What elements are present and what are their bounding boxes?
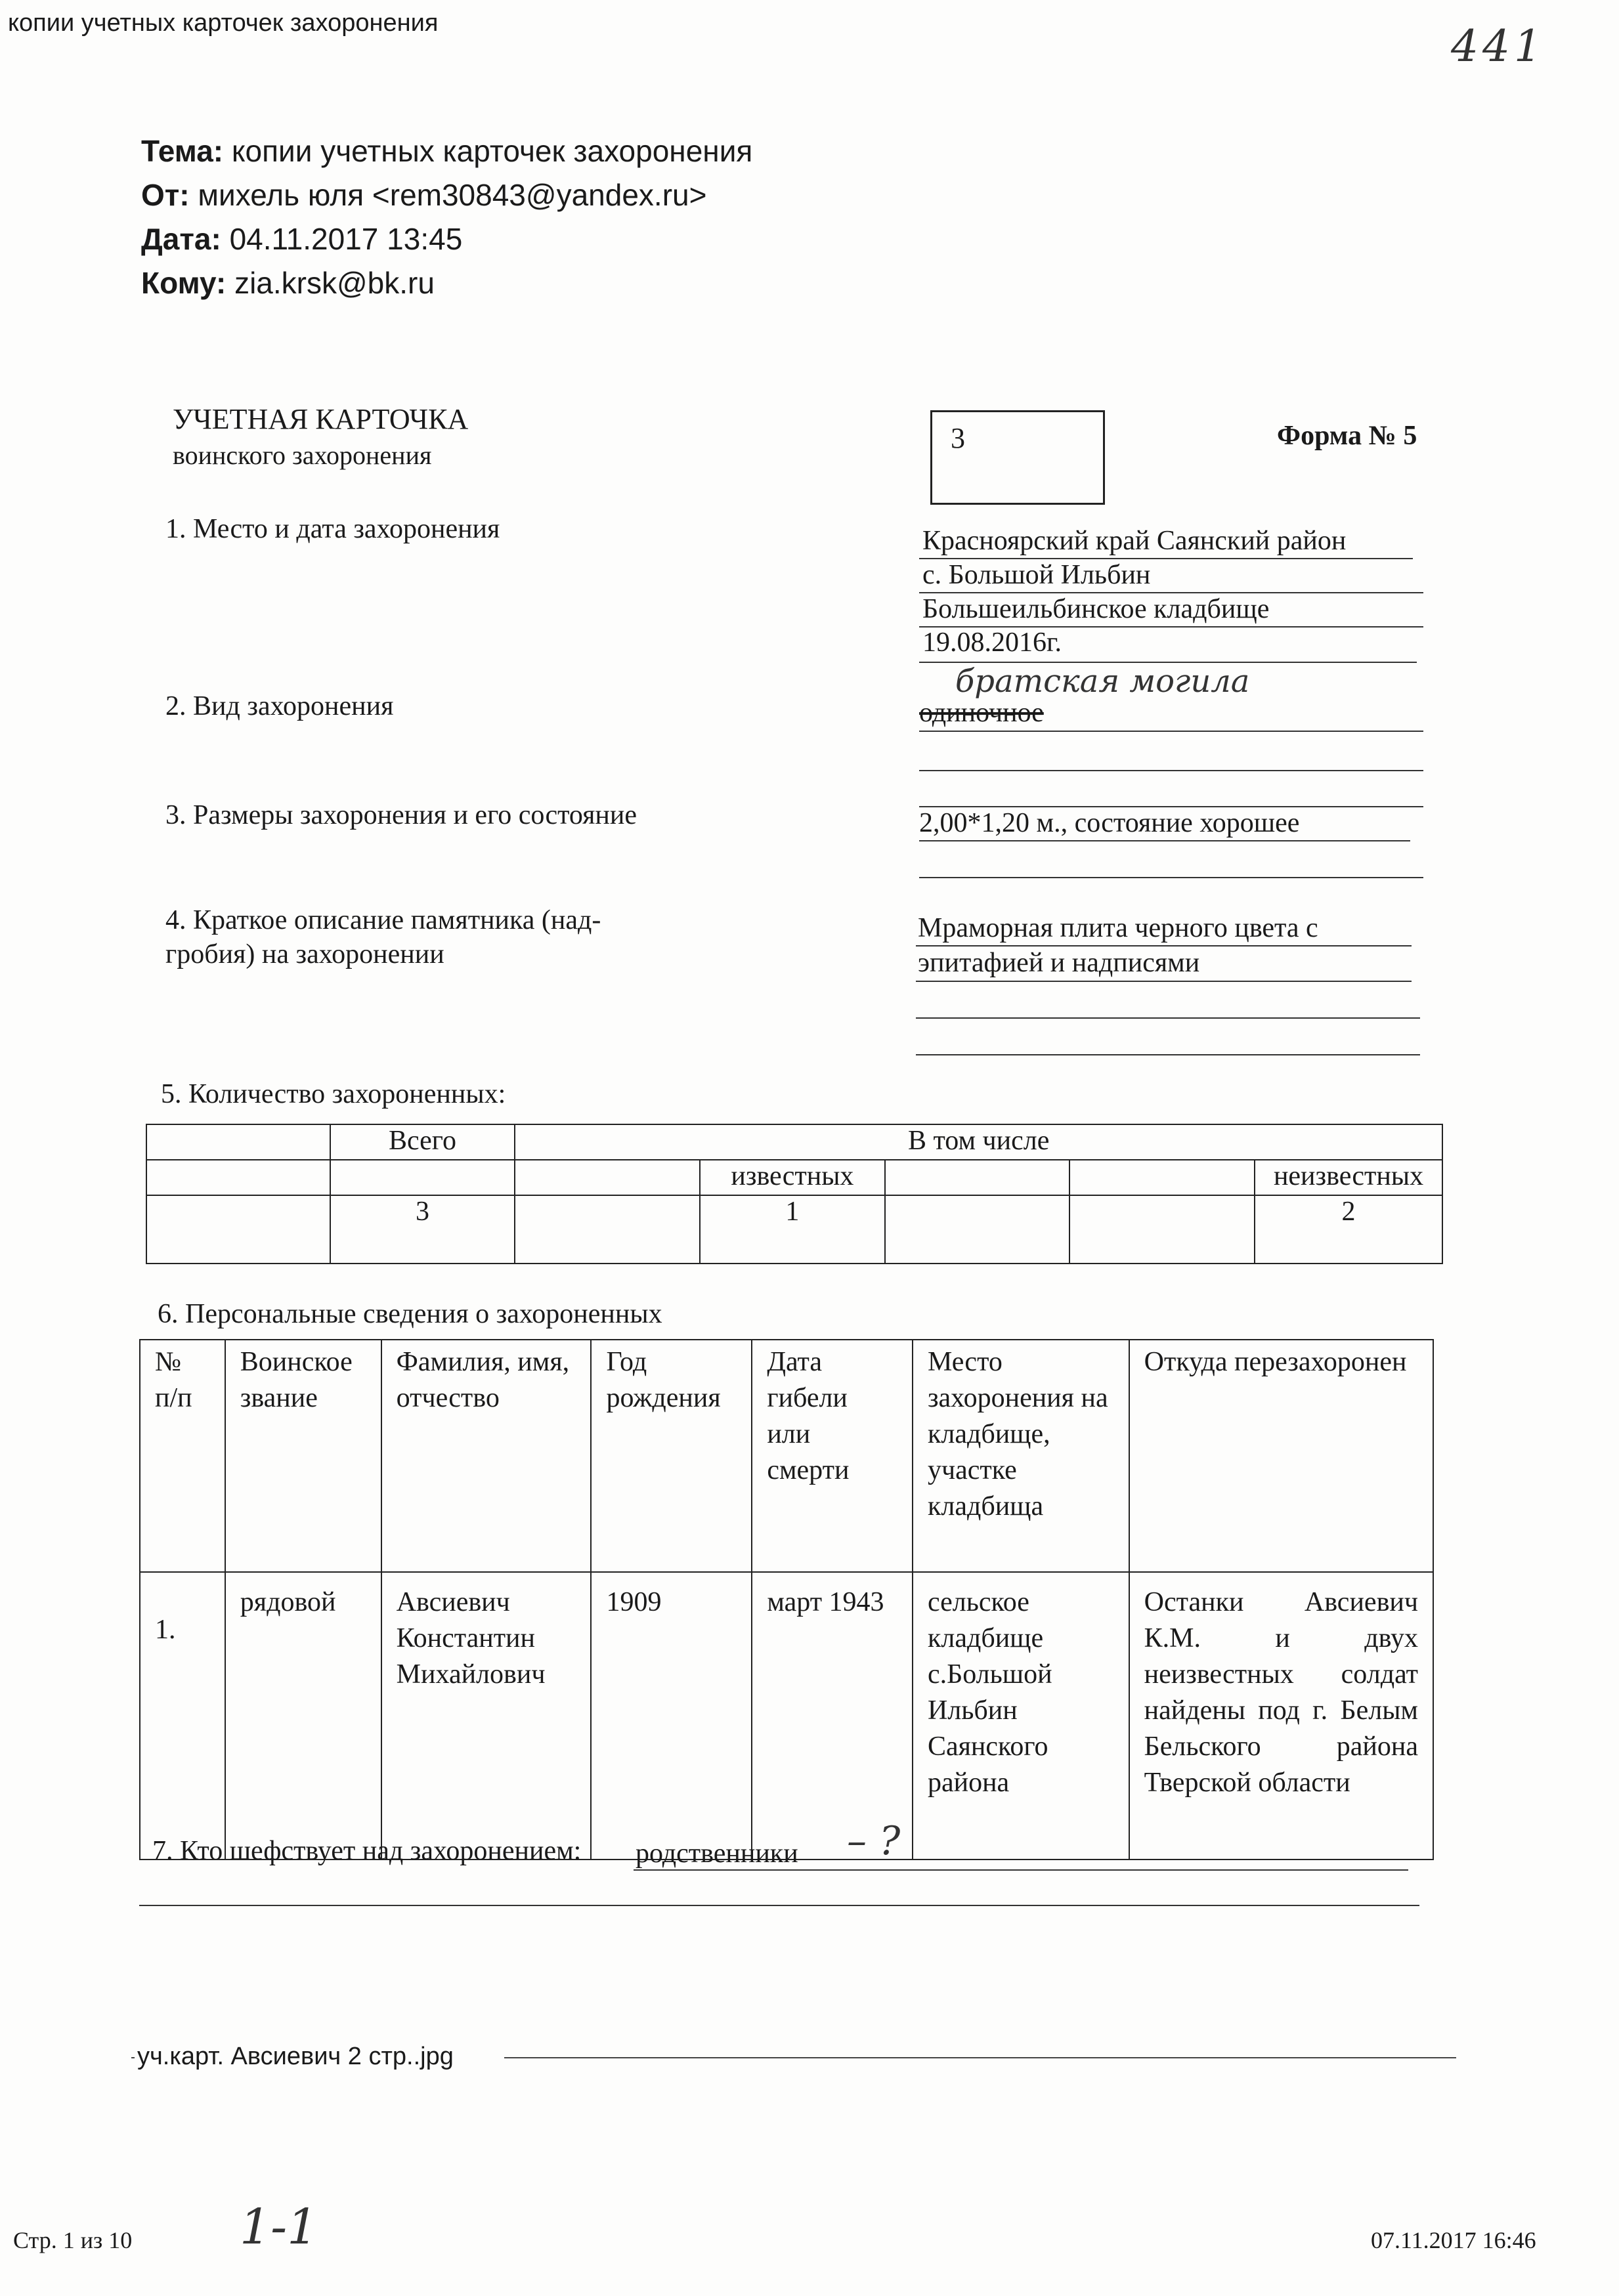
field-3-value: 2,00*1,20 м., состояние хорошее <box>919 808 1300 838</box>
field-1-line-2: с. Большой Ильбин <box>922 560 1151 590</box>
table-header-row <box>140 1340 1433 1572</box>
field-2-value: одиночное <box>919 698 1044 728</box>
footer-page-count: Стр. 1 из 10 <box>13 2227 133 2253</box>
field-1-line-3: Большеильбинское кладбище <box>922 594 1270 624</box>
rule <box>634 1869 1408 1871</box>
header-death-date: Дата гибели или смерти <box>752 1340 913 1572</box>
table-cell <box>1069 1160 1255 1195</box>
email-date-label: Дата: <box>141 222 221 256</box>
count-unknown-header: неизвестных <box>1255 1160 1442 1195</box>
field-4-line-2: эпитафией и надписями <box>918 948 1200 978</box>
email-to-label: Кому: <box>141 266 227 300</box>
header-reburied-from: Откуда перезахоронен <box>1129 1340 1433 1572</box>
header-no: № п/п <box>140 1340 225 1572</box>
header-rank: Воинское звание <box>225 1340 381 1572</box>
count-total-header: Всего <box>330 1124 515 1160</box>
email-from-label: От: <box>141 178 190 212</box>
field-2-handwritten: братская могила <box>955 663 1250 700</box>
field-7-handwritten: – ? <box>847 1818 901 1864</box>
email-to-line <box>141 265 435 301</box>
cell-death-date: март 1943 <box>752 1572 913 1860</box>
card-subtitle: воинского захоронения <box>173 440 432 470</box>
email-subject-label: Тема: <box>141 134 224 168</box>
field-5-label: 5. Количество захороненных: <box>161 1079 506 1109</box>
rule <box>916 981 1412 982</box>
rule <box>139 1905 1419 1906</box>
table-cell <box>146 1195 330 1264</box>
card-number: 3 <box>951 422 965 454</box>
card-title: УЧЕТНАЯ КАРТОЧКА <box>173 403 469 435</box>
header-burial-place: Место захоронения на кладбище, участке кладбища <box>913 1340 1129 1572</box>
form-number: Форма № 5 <box>1277 421 1417 451</box>
footer-handwritten-mark: 1-1 <box>240 2199 318 2255</box>
cell-reburied-from: Останки Авсиевич К.М. и двух неизвестных солдат найдены под г. Белым Бельского района Тверской области <box>1129 1572 1433 1860</box>
count-unknown: 2 <box>1255 1195 1442 1264</box>
field-4-line-1: Мраморная плита черного цвета с <box>918 913 1318 943</box>
rule <box>919 770 1423 771</box>
rule <box>916 1017 1420 1019</box>
rule <box>919 877 1423 878</box>
handwritten-page-number: 441 <box>1451 21 1545 72</box>
count-including-header: В том числе <box>515 1124 1442 1160</box>
print-title: копии учетных карточек захоронения <box>8 9 439 37</box>
email-subject-line <box>141 133 752 169</box>
field-1-label: 1. Место и дата захоронения <box>165 514 500 544</box>
table-cell <box>885 1160 1070 1195</box>
count-known: 1 <box>700 1195 885 1264</box>
footer-print-datetime: 07.11.2017 16:46 <box>1371 2227 1536 2253</box>
cell-birth-year: 1909 <box>591 1572 752 1860</box>
field-2-label: 2. Вид захоронения <box>165 691 394 721</box>
cell-no: 1. <box>140 1572 225 1860</box>
field-4-label-1: 4. Краткое описание памятника (над- <box>165 905 601 935</box>
email-from: михель юля <rem30843@yandex.ru> <box>198 178 707 212</box>
cell-name: Авсиевич Константин Михайлович <box>381 1572 592 1860</box>
card-number-box <box>930 410 1105 505</box>
field-7-label: 7. Кто шефствует над захоронением: <box>152 1836 582 1866</box>
cell-rank: рядовой <box>225 1572 381 1860</box>
table-cell <box>1069 1195 1255 1264</box>
table-cell <box>515 1195 700 1264</box>
table-cell <box>515 1160 700 1195</box>
table-row <box>146 1160 1442 1195</box>
table-row <box>140 1572 1433 1860</box>
count-known-header: известных <box>700 1160 885 1195</box>
table-row <box>146 1195 1442 1264</box>
header-birth-year: Год рождения <box>591 1340 752 1572</box>
field-6-label: 6. Персональные сведения о захороненных <box>158 1299 662 1329</box>
rule <box>916 945 1412 946</box>
rule <box>916 1054 1420 1055</box>
table-row <box>146 1124 1442 1160</box>
filename-rule-right <box>504 2057 1456 2058</box>
field-3-label: 3. Размеры захоронения и его состояние <box>165 800 637 830</box>
table-cell <box>146 1160 330 1195</box>
rule <box>919 840 1410 841</box>
field-4-label-2: гробия) на захоронении <box>165 939 444 969</box>
cell-burial-place: сельское кладбище с.Большой Ильбин Саянского района <box>913 1572 1129 1860</box>
persons-table <box>139 1339 1434 1860</box>
table-cell <box>885 1195 1070 1264</box>
email-subject: копии учетных карточек захоронения <box>231 134 753 168</box>
table-cell <box>330 1160 515 1195</box>
field-1-line-4: 19.08.2016г. <box>922 627 1062 658</box>
email-date: 04.11.2017 13:45 <box>229 222 463 256</box>
rule <box>919 731 1423 732</box>
count-total: 3 <box>330 1195 515 1264</box>
burial-count-table <box>146 1124 1443 1264</box>
attachment-filename: уч.карт. Авсиевич 2 стр..jpg <box>135 2043 456 2071</box>
field-1-line-1: Красноярский край Саянский район <box>922 526 1347 556</box>
field-7-value: родственники <box>636 1839 798 1869</box>
table-cell <box>146 1124 330 1160</box>
email-from-line <box>141 177 706 213</box>
email-date-line <box>141 221 462 257</box>
email-to: zia.krsk@bk.ru <box>234 266 435 300</box>
header-name: Фамилия, имя, отчество <box>381 1340 592 1572</box>
